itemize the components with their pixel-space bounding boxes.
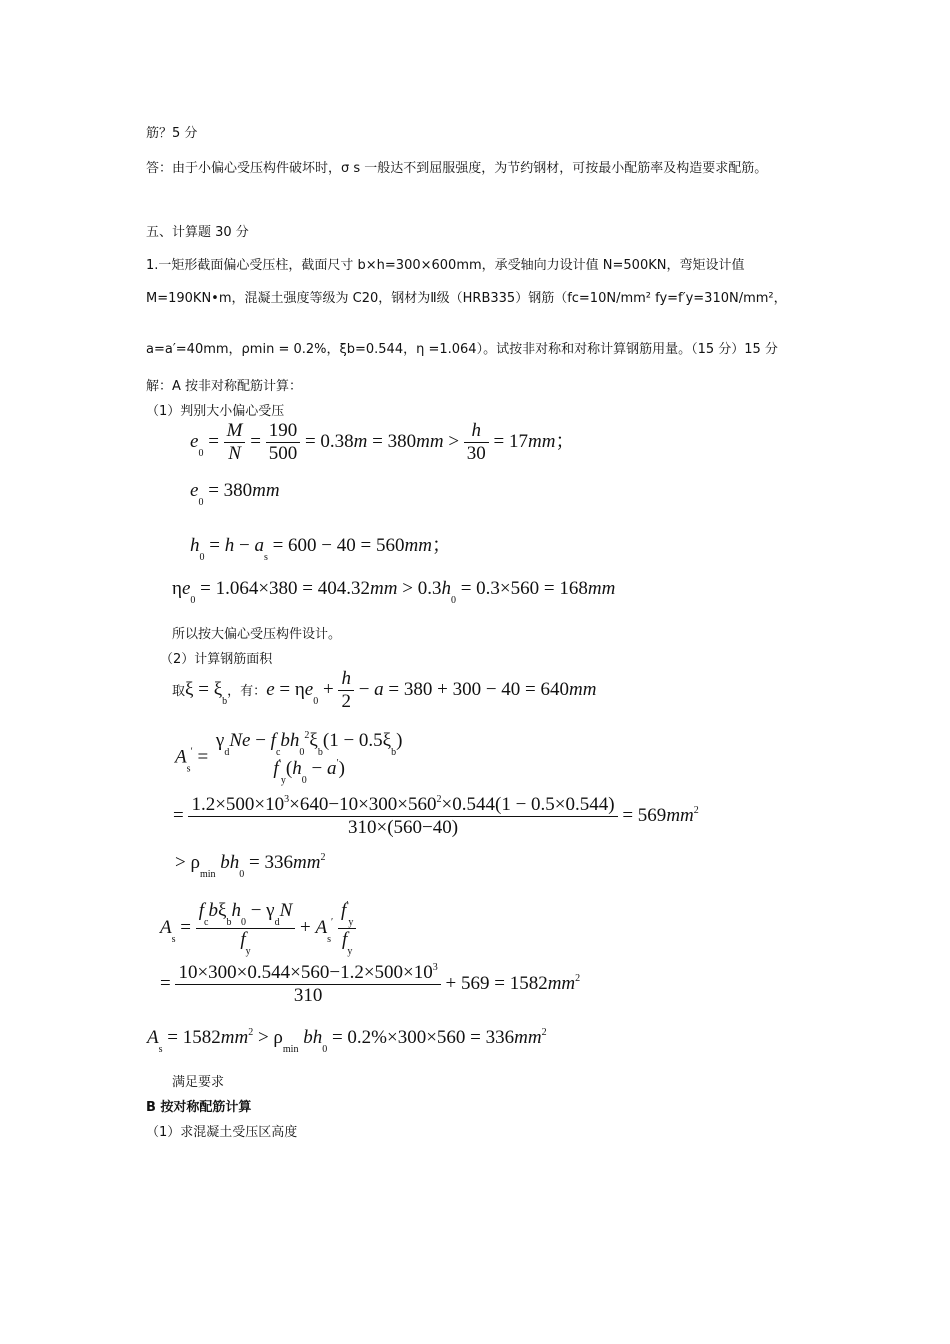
question-tail: 筋？5 分 [146, 126, 198, 141]
problem-line-3: a=a′=40mm，ρmin = 0.2%，ξb=0.544，η =1.064）。试按非对称和对称计算钢筋用量。（15 分）15 分 [146, 342, 778, 357]
step-1-heading: （1）判别大小偏心受压 [146, 404, 285, 419]
equation-As-formula: $A_s$ = $\frac{f_cb\xi_bh_0 - \gamma_dN}{f_y}$ + $A_s'$ $\frac{f'_y}{f_y}$ [160, 900, 356, 957]
equation-As-prime-formula: $A_s'$ = $\gamma_dNe - f_cbh_0^2\xi_b(1 - 0.5\xi_b)$ $f'_y(h_0 - a')$ [175, 730, 403, 786]
problem-line-2: M=190KN•m，混凝土强度等级为 C20，钢材为Ⅱ级（HRB335）钢筋（fc=10N/mm² fy=f′y=310N/mm²， [146, 291, 787, 306]
equation-e0-ratio: $e_0$ = $\frac{M}{N}$ = $\frac{190}{500}$ = 0.38m = 380mm > $\frac{h}{30}$ = 17mm； [190, 420, 575, 464]
equation-eta-e0: $\eta e_0 = 1.064\times 380 = 404.32mm > 0.3h_0 = 0.3\times 560 = 168mm$ [172, 578, 616, 606]
equation-As-check: $A_s = 1582mm^2 > \rho_{min}$ $bh_0 = 0.2\%\times 300\times 560 = 336mm^2$ [147, 1027, 547, 1055]
satisfied-note: 满足要求 [172, 1075, 225, 1090]
part-b-step-1: （1）求混凝土受压区高度 [146, 1125, 298, 1140]
equation-As-value: = $\frac{10\times 300\times 0.544\times 560-1.2\times 500\times 10^3}{310}$ + $569 = 1582mm^2$ [160, 962, 581, 1006]
conclusion-large-eccentric: 所以按大偏心受压构件设计。 [172, 627, 342, 642]
section-heading: 五、计算题 30 分 [146, 225, 249, 240]
answer-text: 答：由于小偏心受压构件破坏时，σ s 一般达不到屈服强度，为节约钢材，可按最小配筋率及构造要求配筋。 [146, 161, 768, 176]
equation-e0: $e_0 = 380mm$ [190, 480, 280, 508]
equation-As-prime-check: > $\rho_{min}$ $bh_0 = 336mm^2$ [175, 852, 326, 880]
solution-heading: 解：A 按非对称配筋计算： [146, 379, 303, 394]
equation-e: 取$\xi = \xi_b$，有：$e = \eta e_0$ + $\frac{h}{2}$ − a = 380 + 300 − 40 = 640mm [172, 668, 597, 712]
equation-h0: $h_0 = h - a_s = 600 - 40 = 560mm$； [190, 535, 451, 563]
part-b-heading: B 按对称配筋计算 [146, 1100, 252, 1115]
step-2-heading: （2）计算钢筋面积 [160, 652, 273, 667]
equation-As-prime-value: = $\frac{1.2\times 500\times 10^3\times 640-10\times 300\times 560^2\times 0.544(1 - 0.5\times 0.544)}{310\times(560-40)}$ = $569mm^2$ [173, 794, 699, 838]
problem-line-1: 1.一矩形截面偏心受压柱，截面尺寸 b×h=300×600mm，承受轴向力设计值 N=500KN，弯矩设计值 [146, 258, 745, 273]
